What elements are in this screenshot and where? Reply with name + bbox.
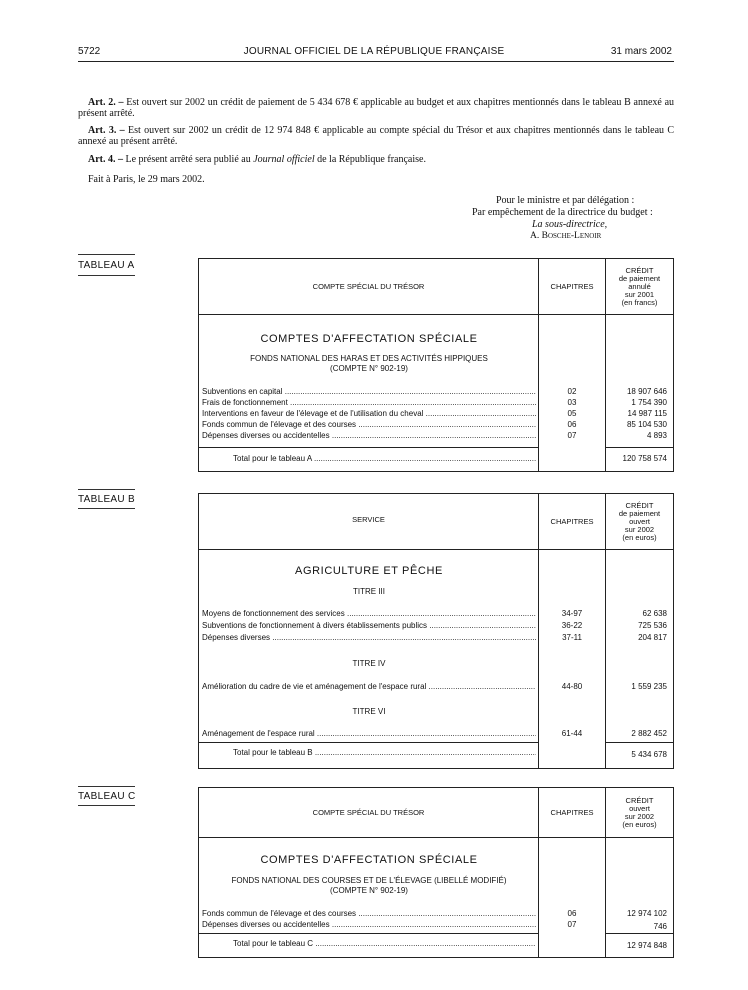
signature-line-1: Pour le ministre et par délégation : xyxy=(496,195,635,206)
amount: 12 974 102 xyxy=(626,909,667,918)
tableau-b-title: AGRICULTURE ET PÊCHE xyxy=(295,565,443,577)
tableau-a-label: TABLEAU A xyxy=(78,260,135,271)
tableau-b-col-service: SERVICE xyxy=(352,515,385,524)
amount: 1 754 390 xyxy=(631,398,667,407)
tableau-c-total-label: Total pour le tableau C ..... xyxy=(233,939,536,948)
amount: 62 638 xyxy=(642,609,667,618)
chapter-code: 02 xyxy=(567,387,577,396)
table-row: Frais de fonctionnement ..... xyxy=(202,398,536,408)
table-row: Amélioration du cadre de vie et aménagement de l'espace rural ..... xyxy=(202,682,536,692)
tableau-a-col-chapters: CHAPITRES xyxy=(550,282,594,291)
amount: 85 104 530 xyxy=(626,420,667,429)
table-row: Subventions de fonctionnement à divers établissements publics ..... xyxy=(202,621,536,631)
amount: 14 987 115 xyxy=(627,409,667,418)
article-2-text: Est ouvert sur 2002 un crédit de paiement de 5 434 678 € applicable au budget et aux chapitres mentionnés dans le tableau B annexé au présent arrêté. xyxy=(78,97,675,119)
amount: 18 907 646 xyxy=(626,387,667,396)
done-at: Fait à Paris, le 29 mars 2002. xyxy=(88,174,205,185)
amount: 204 817 xyxy=(638,633,667,642)
tableau-c-total-amount: 12 974 848 xyxy=(626,941,667,950)
amount: 2 882 452 xyxy=(631,729,667,738)
tableau-a-table xyxy=(198,258,674,472)
tableau-b-table xyxy=(198,493,674,769)
tableau-c-title: COMPTES D'AFFECTATION SPÉCIALE xyxy=(260,854,478,866)
article-4-text-italic: Journal officiel xyxy=(253,154,315,165)
chapter-code: 07 xyxy=(567,920,577,929)
tableau-a-total-label: Total pour le tableau A ..... xyxy=(233,454,536,463)
chapter-code: 44-80 xyxy=(561,682,583,691)
tableau-a-col-account: COMPTE SPÉCIAL DU TRÉSOR xyxy=(312,282,425,291)
article-4 xyxy=(78,154,674,165)
chapter-code: 36-22 xyxy=(561,621,583,630)
table-row: Aménagement de l'espace rural ..... xyxy=(202,729,536,739)
article-3-label: Art. 3. – xyxy=(88,125,125,136)
signature-line-3: La sous-directrice, xyxy=(532,219,608,230)
tableau-a-total-amount: 120 758 574 xyxy=(622,454,667,463)
tableau-c-label: TABLEAU C xyxy=(78,791,136,802)
page-number: 5722 xyxy=(78,46,101,57)
table-row: Dépenses diverses ou accidentelles ..... xyxy=(202,920,536,930)
header-rule xyxy=(78,61,674,62)
tableau-c-col-chapters: CHAPITRES xyxy=(550,808,594,817)
tableau-b-label: TABLEAU B xyxy=(78,494,135,505)
tableau-a-subtitle-1: FONDS NATIONAL DES HARAS ET DES ACTIVITÉS HIPPIQUES xyxy=(250,354,488,363)
tableau-b-titre-6: TITRE VI xyxy=(352,707,386,716)
tableau-a-subtitle-2: (COMPTE N° 902-19) xyxy=(330,364,408,373)
tableau-c-rule-bottom xyxy=(78,805,135,806)
chapter-code: 61-44 xyxy=(561,729,583,738)
chapter-code: 06 xyxy=(567,909,577,918)
article-2-label: Art. 2. – xyxy=(88,97,124,108)
tableau-c-subtitle-2: (COMPTE N° 902-19) xyxy=(330,886,408,895)
table-row: Interventions en faveur de l'élevage et de l'utilisation du cheval ..... xyxy=(202,409,536,419)
tableau-b-total-label: Total pour le tableau B ..... xyxy=(233,748,536,757)
tableau-a-rule-top xyxy=(78,254,135,255)
chapter-code: 03 xyxy=(567,398,577,407)
tableau-c-subtitle-1: FONDS NATIONAL DES COURSES ET DE L'ÉLEVAGE (LIBELLÉ MODIFIÉ) xyxy=(231,876,507,885)
tableau-a-col-credit: CRÉDIT de paiement annulé sur 2001 (en francs) xyxy=(618,266,661,307)
table-row: Moyens de fonctionnement des services ..... xyxy=(202,609,536,619)
tableau-b-total-amount: 5 434 678 xyxy=(631,750,667,759)
tableau-a-rule-bottom xyxy=(78,275,135,276)
chapter-code: 06 xyxy=(567,420,577,429)
amount: 1 559 235 xyxy=(631,682,667,691)
amount: 4 893 xyxy=(646,431,667,440)
chapter-code: 05 xyxy=(567,409,577,418)
tableau-c-col-credit: CRÉDIT ouvert sur 2002 (en euros) xyxy=(622,796,657,829)
tableau-b-titre-3: TITRE III xyxy=(353,587,385,596)
tableau-c-rule-top xyxy=(78,786,135,787)
tableau-b-col-credit: CRÉDIT de paiement ouvert sur 2002 (en euros) xyxy=(618,501,661,542)
article-4-text-b: de la République française. xyxy=(317,154,426,165)
table-row: Dépenses diverses ..... xyxy=(202,633,536,643)
article-2 xyxy=(78,97,674,119)
journal-title: JOURNAL OFFICIEL DE LA RÉPUBLIQUE FRANÇAISE xyxy=(243,46,505,57)
chapter-code: 37-11 xyxy=(562,633,582,642)
tableau-b-rule-top xyxy=(78,489,135,490)
table-row: Fonds commun de l'élevage et des courses ..... xyxy=(202,420,536,430)
chapter-code: 07 xyxy=(567,431,577,440)
publication-date: 31 mars 2002 xyxy=(610,46,672,57)
amount: 746 xyxy=(653,922,667,931)
tableau-b-col-chapters: CHAPITRES xyxy=(550,517,594,526)
tableau-c-table xyxy=(198,787,674,958)
signature-line-2: Par empêchement de la directrice du budget : xyxy=(472,207,653,218)
tableau-b-titre-4: TITRE IV xyxy=(352,659,386,668)
article-4-label: Art. 4. – xyxy=(88,154,123,165)
tableau-a-title: COMPTES D'AFFECTATION SPÉCIALE xyxy=(260,333,478,345)
chapter-code: 34-97 xyxy=(561,609,583,618)
article-4-text-a: Le présent arrêté sera publié au xyxy=(125,154,251,165)
amount: 725 536 xyxy=(638,621,667,630)
article-3 xyxy=(78,125,674,147)
tableau-b-rule-bottom xyxy=(78,508,135,509)
table-row: Subventions en capital ..... xyxy=(202,387,536,397)
tableau-c-col-account: COMPTE SPÉCIAL DU TRÉSOR xyxy=(312,808,425,817)
signature-line-4: A. Bosche-Lenoir xyxy=(530,231,602,241)
article-3-text: Est ouvert sur 2002 un crédit de 12 974 848 € applicable au compte spécial du Trésor et aux chapitres mentionnés dans le tableau C annexé au présent arrêté. xyxy=(78,125,675,147)
table-row: Fonds commun de l'élevage et des courses ..... xyxy=(202,909,536,919)
table-row: Dépenses diverses ou accidentelles ..... xyxy=(202,431,536,441)
